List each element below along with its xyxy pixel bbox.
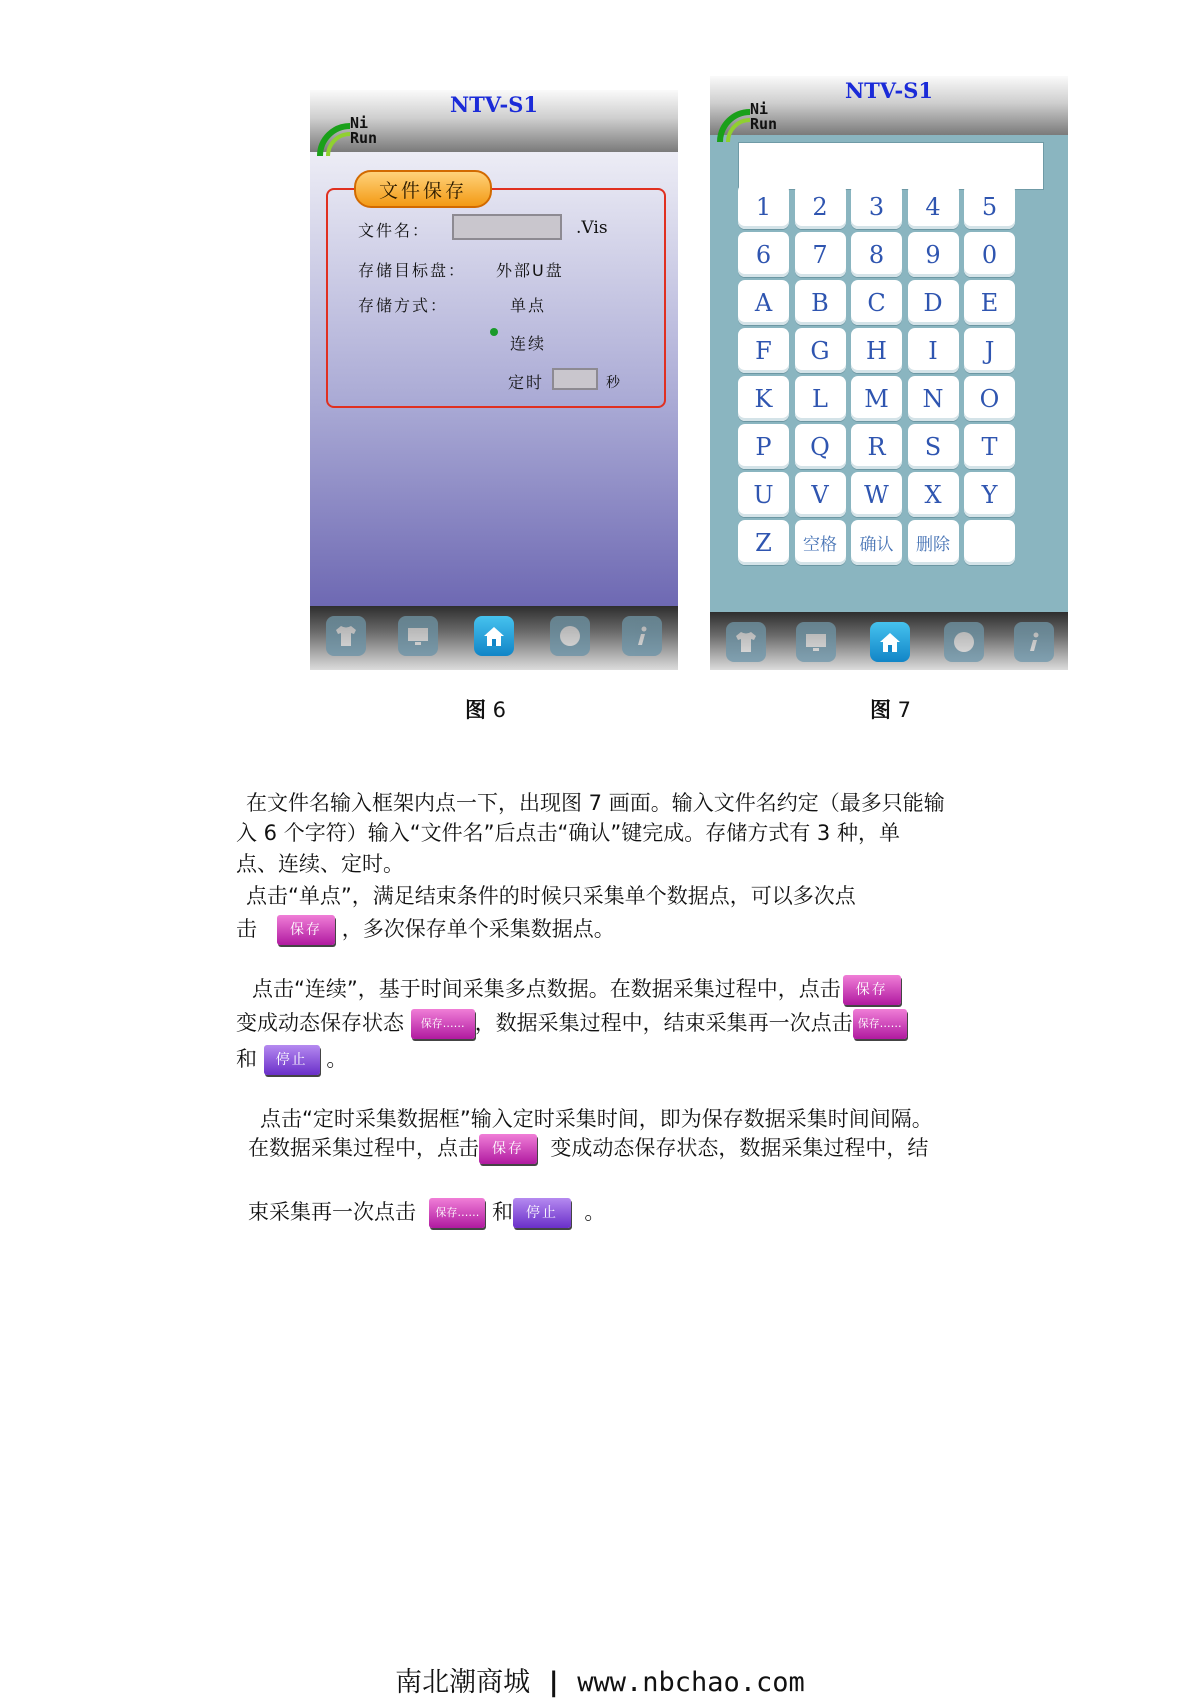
- key-o[interactable]: O: [964, 376, 1015, 421]
- keyboard-screen: [710, 76, 1068, 670]
- shirt-icon[interactable]: [726, 622, 766, 662]
- key-a[interactable]: A: [738, 280, 789, 325]
- key-f[interactable]: F: [738, 328, 789, 373]
- target-value: 外部U盘: [496, 261, 564, 280]
- paragraph-line: 变成动态保存状态 保存…… ，数据采集过程中，结束采集再一次点击 保存……: [236, 1008, 907, 1039]
- site-url[interactable]: www.nbchao.com: [577, 1667, 805, 1698]
- key-n[interactable]: N: [908, 376, 959, 421]
- key-b[interactable]: B: [795, 280, 846, 325]
- stop-button-image: 停止: [264, 1045, 320, 1075]
- dialog-title: 文件保存: [354, 170, 492, 208]
- key-s[interactable]: S: [908, 424, 959, 469]
- paragraph-line: 在文件名输入框架内点一下，出现图 7 画面。输入文件名约定（最多只能输: [246, 791, 945, 815]
- key-g[interactable]: G: [795, 328, 846, 373]
- key-d[interactable]: D: [908, 280, 959, 325]
- key-j[interactable]: J: [964, 328, 1015, 373]
- paragraph-line: 入 6 个字符）输入“文件名”后点击“确认”键完成。存储方式有 3 种，单: [236, 821, 900, 845]
- key-k[interactable]: K: [738, 376, 789, 421]
- key-5[interactable]: 5: [964, 184, 1015, 229]
- paragraph-line: 在数据采集过程中，点击 保存 变成动态保存状态，数据采集过程中，结: [248, 1133, 928, 1164]
- bottom-dock: [310, 606, 678, 670]
- file-save-screen: [310, 90, 678, 670]
- keyboard-input-field[interactable]: [738, 142, 1044, 190]
- logo-line-2: Run: [750, 115, 778, 133]
- timed-unit: 秒: [606, 375, 622, 391]
- key-v[interactable]: V: [795, 472, 846, 517]
- monitor-icon[interactable]: [796, 622, 836, 662]
- globe-icon[interactable]: [944, 622, 984, 662]
- globe-icon[interactable]: [550, 616, 590, 656]
- key-m[interactable]: M: [851, 376, 902, 421]
- target-label: 存储目标盘：: [358, 261, 467, 280]
- paragraph-line: 和 停止 。: [236, 1044, 347, 1075]
- key-l[interactable]: L: [795, 376, 846, 421]
- key-z[interactable]: Z: [738, 520, 789, 565]
- device-model: NTV-S1: [844, 78, 934, 103]
- info-icon[interactable]: [1014, 622, 1054, 662]
- key-blank[interactable]: [964, 520, 1015, 565]
- save-button-image: 保存: [843, 975, 901, 1005]
- saving-button-image: 保存……: [853, 1009, 907, 1039]
- paragraph-line: 击 保存 ，多次保存单个采集数据点。: [236, 914, 615, 945]
- logo-text: [750, 102, 777, 132]
- key-c[interactable]: C: [851, 280, 902, 325]
- key-y[interactable]: Y: [964, 472, 1015, 517]
- key-t[interactable]: T: [964, 424, 1015, 469]
- stop-button-image: 停止: [513, 1198, 571, 1228]
- paragraph-line: 束采集再一次点击 保存…… 和 停止 。: [248, 1197, 605, 1228]
- key-2[interactable]: 2: [795, 184, 846, 229]
- key-删除[interactable]: 删除: [908, 520, 959, 565]
- save-button-image: 保存: [479, 1134, 537, 1164]
- shirt-icon[interactable]: [326, 616, 366, 656]
- key-r[interactable]: R: [851, 424, 902, 469]
- paragraph-line: 点击“定时采集数据框”输入定时采集时间，即为保存数据采集时间间隔。: [260, 1107, 933, 1131]
- monitor-icon[interactable]: [398, 616, 438, 656]
- save-button-image: 保存: [277, 915, 335, 945]
- figure-7-caption: 图 7: [870, 698, 912, 722]
- file-extension: .Vis: [576, 218, 608, 238]
- key-i[interactable]: I: [908, 328, 959, 373]
- logo-text: [350, 116, 377, 146]
- screen-header: [710, 76, 1068, 135]
- filename-input[interactable]: [452, 214, 562, 240]
- device-model: NTV-S1: [449, 92, 539, 117]
- key-7[interactable]: 7: [795, 232, 846, 277]
- key-e[interactable]: E: [964, 280, 1015, 325]
- key-1[interactable]: 1: [738, 184, 789, 229]
- key-u[interactable]: U: [738, 472, 789, 517]
- logo-line-2: Run: [350, 129, 378, 147]
- home-icon[interactable]: [474, 616, 514, 656]
- logo-line-1: Ni: [750, 100, 769, 118]
- paragraph-line: 点击“单点”，满足结束条件的时候只采集单个数据点，可以多次点: [246, 884, 856, 908]
- key-确认[interactable]: 确认: [851, 520, 902, 565]
- saving-button-image: 保存……: [411, 1009, 475, 1039]
- key-4[interactable]: 4: [908, 184, 959, 229]
- bottom-dock: [710, 612, 1068, 670]
- timed-interval-input[interactable]: [552, 368, 598, 390]
- home-icon[interactable]: [870, 622, 910, 662]
- key-h[interactable]: H: [851, 328, 902, 373]
- key-x[interactable]: X: [908, 472, 959, 517]
- saving-button-image: 保存……: [429, 1198, 485, 1228]
- footer-separator: |: [548, 1667, 559, 1698]
- mode-timed-option[interactable]: 定时: [508, 373, 545, 392]
- mode-continuous-option[interactable]: 连续: [510, 334, 547, 353]
- mode-label: 存储方式：: [358, 296, 449, 315]
- paragraph-line: 点击“连续”，基于时间采集多点数据。在数据采集过程中，点击 保存: [252, 974, 901, 1005]
- info-icon[interactable]: [622, 616, 662, 656]
- screen-header: [310, 90, 678, 152]
- key-q[interactable]: Q: [795, 424, 846, 469]
- key-9[interactable]: 9: [908, 232, 959, 277]
- figure-6-caption: 图 6: [465, 698, 507, 722]
- key-p[interactable]: P: [738, 424, 789, 469]
- key-w[interactable]: W: [851, 472, 902, 517]
- site-name: 南北潮商城: [395, 1667, 531, 1698]
- key-空格[interactable]: 空格: [795, 520, 846, 565]
- mode-single-option[interactable]: 单点: [510, 296, 547, 315]
- filename-label: 文件名：: [358, 221, 431, 240]
- page-footer: [0, 1660, 1200, 1699]
- paragraph-line: 点、连续、定时。: [236, 852, 404, 876]
- key-8[interactable]: 8: [851, 232, 902, 277]
- selected-radio-icon: [490, 328, 498, 336]
- key-0[interactable]: 0: [964, 232, 1015, 277]
- logo-line-1: Ni: [350, 114, 369, 132]
- key-3[interactable]: 3: [851, 184, 902, 229]
- key-6[interactable]: 6: [738, 232, 789, 277]
